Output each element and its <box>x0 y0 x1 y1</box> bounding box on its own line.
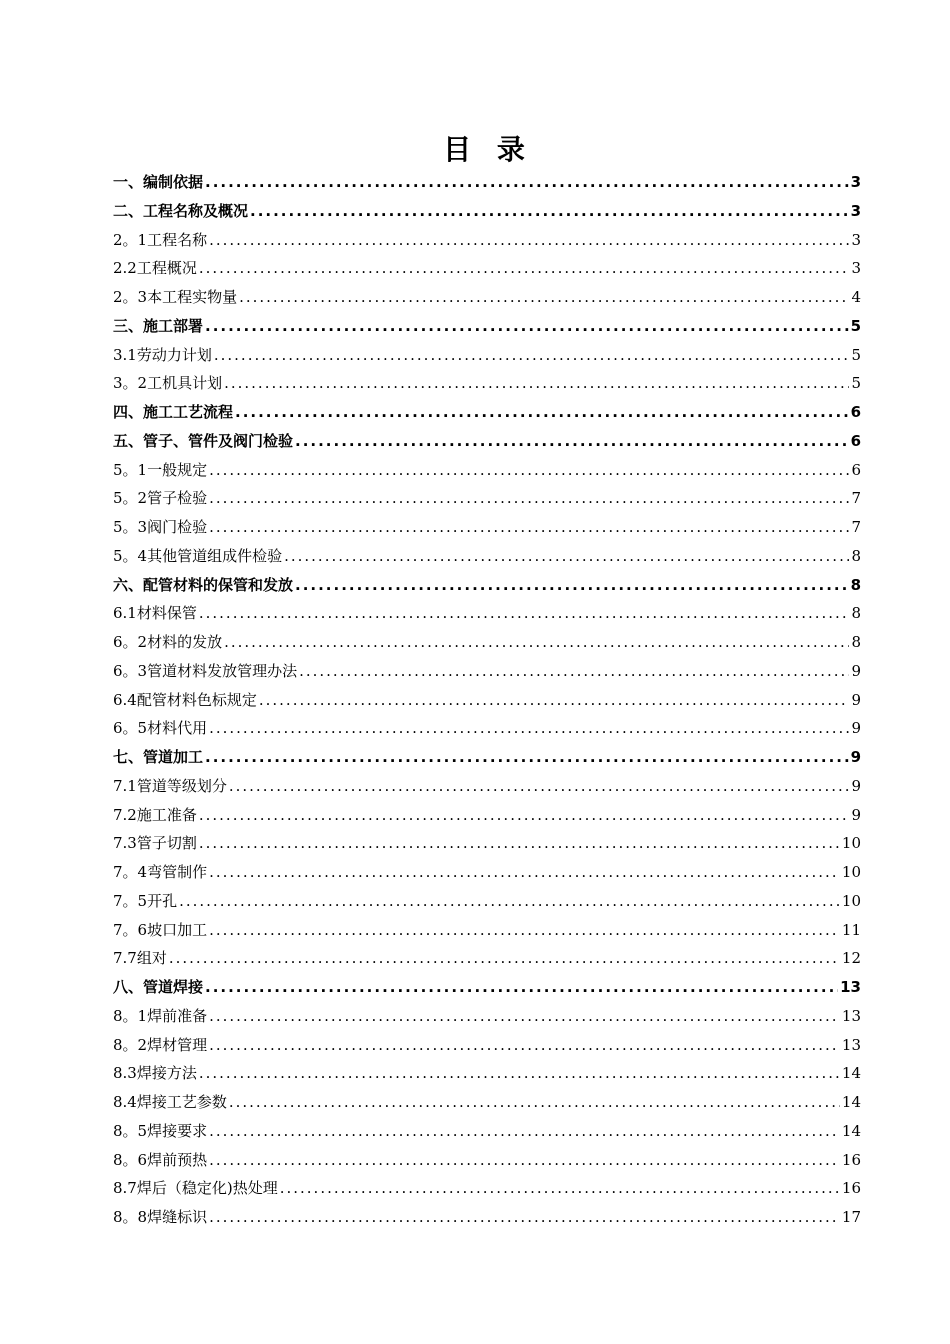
toc-list <box>113 168 861 1232</box>
toc-entry-label: 8.7焊后（稳定化)热处理 <box>113 1179 278 1198</box>
toc-entry-label: 6。5材料代用 <box>113 719 208 738</box>
toc-entry-page-number: 16 <box>841 1150 861 1169</box>
toc-entry-label: 3。2工机具计划 <box>113 374 223 393</box>
dot-leader <box>199 254 850 283</box>
dot-leader <box>214 341 850 370</box>
toc-entry-page-number: 8 <box>850 575 861 594</box>
toc-entry-chapter[interactable] <box>113 743 861 772</box>
toc-entry-page-number: 3 <box>851 230 861 249</box>
toc-entry-label: 8。5焊接要求 <box>113 1121 208 1140</box>
toc-entry-label: 五、管子、管件及阀门检验 <box>113 431 294 450</box>
toc-entry-label: 3.1劳动力计划 <box>113 345 212 364</box>
dot-leader <box>295 571 849 600</box>
dot-leader <box>179 887 840 916</box>
toc-entry-page-number: 4 <box>851 288 861 306</box>
dot-leader <box>199 829 840 858</box>
toc-entry-section[interactable] <box>113 456 861 485</box>
dot-leader <box>209 1002 840 1031</box>
toc-entry-label: 七、管道加工 <box>113 748 204 766</box>
toc-entry-label: 6。2材料的发放 <box>113 633 223 651</box>
toc-entry-label: 8.4焊接工艺参数 <box>113 1093 227 1111</box>
toc-entry-section[interactable] <box>113 686 861 715</box>
toc-entry-page-number: 11 <box>841 920 861 939</box>
toc-entry-page-number: 12 <box>841 949 861 968</box>
dot-leader <box>209 858 840 887</box>
toc-entry-section[interactable] <box>113 887 861 916</box>
toc-entry-page-number: 7 <box>851 518 861 536</box>
toc-entry-label: 8.3焊接方法 <box>113 1064 197 1083</box>
toc-entry-chapter[interactable] <box>113 973 861 1002</box>
toc-entry-page-number: 7 <box>851 489 861 508</box>
toc-entry-label: 三、施工部署 <box>113 316 204 335</box>
dot-leader <box>250 197 849 226</box>
toc-entry-section[interactable] <box>113 1002 861 1031</box>
toc-entry-label: 8。6焊前预热 <box>113 1150 208 1169</box>
toc-entry-label: 7.3管子切割 <box>113 834 197 853</box>
toc-entry-page-number: 3 <box>850 173 861 191</box>
dot-leader <box>205 312 849 341</box>
dot-leader <box>199 599 850 628</box>
toc-entry-page-number: 10 <box>841 891 861 910</box>
toc-entry-label: 2.2工程概况 <box>113 259 197 278</box>
dot-leader <box>205 743 849 772</box>
dot-leader <box>295 427 849 456</box>
toc-entry-section[interactable] <box>113 542 861 571</box>
dot-leader <box>209 456 849 485</box>
dot-leader <box>209 916 840 945</box>
toc-entry-section[interactable] <box>113 1088 861 1117</box>
toc-entry-page-number: 9 <box>850 748 861 766</box>
dot-leader <box>209 484 849 513</box>
toc-entry-page-number: 10 <box>841 834 861 853</box>
toc-entry-page-number: 9 <box>851 661 861 680</box>
toc-entry-page-number: 10 <box>841 863 861 881</box>
toc-entry-section[interactable] <box>113 829 861 858</box>
dot-leader <box>229 1088 840 1117</box>
toc-entry-page-number: 16 <box>841 1179 861 1198</box>
toc-entry-section[interactable] <box>113 1117 861 1146</box>
toc-entry-label: 5。1一般规定 <box>113 460 208 479</box>
toc-entry-page-number: 8 <box>851 604 861 623</box>
dot-leader <box>284 542 849 571</box>
toc-entry-page-number: 9 <box>851 719 861 738</box>
toc-entry-label: 8。8焊缝标识 <box>113 1208 208 1226</box>
dot-leader <box>209 1031 840 1060</box>
toc-entry-section[interactable] <box>113 1174 861 1203</box>
toc-entry-page-number: 14 <box>841 1093 861 1111</box>
toc-entry-label: 7。5开孔 <box>113 891 178 910</box>
dot-leader <box>199 801 850 830</box>
toc-entry-label: 6.4配管材料色标规定 <box>113 690 257 709</box>
dot-leader <box>235 398 849 427</box>
toc-entry-section[interactable] <box>113 714 861 743</box>
toc-entry-section[interactable] <box>113 944 861 973</box>
toc-entry-page-number: 9 <box>851 690 861 709</box>
toc-entry-label: 5。3阀门检验 <box>113 518 208 536</box>
dot-leader <box>280 1174 840 1203</box>
toc-entry-section[interactable] <box>113 801 861 830</box>
toc-entry-label: 5。2管子检验 <box>113 489 208 508</box>
dot-leader <box>205 973 838 1002</box>
toc-entry-chapter[interactable] <box>113 197 861 226</box>
toc-entry-section[interactable] <box>113 226 861 255</box>
toc-entry-section[interactable] <box>113 254 861 283</box>
dot-leader <box>205 168 849 197</box>
dot-leader <box>209 1203 840 1232</box>
toc-entry-chapter[interactable] <box>113 398 861 427</box>
dot-leader <box>209 714 849 743</box>
toc-entry-section[interactable] <box>113 599 861 628</box>
toc-entry-page-number: 13 <box>840 978 861 996</box>
dot-leader <box>209 1117 840 1146</box>
dot-leader <box>209 513 849 542</box>
dot-leader <box>169 944 840 973</box>
toc-entry-section[interactable] <box>113 628 861 657</box>
toc-entry-label: 8。1焊前准备 <box>113 1006 208 1025</box>
dot-leader <box>299 657 849 686</box>
toc-entry-page-number: 9 <box>851 776 861 795</box>
toc-entry-label: 8。2焊材管理 <box>113 1035 208 1054</box>
toc-entry-label: 5。4其他管道组成件检验 <box>113 546 283 565</box>
toc-entry-label: 2。3本工程实物量 <box>113 288 238 306</box>
toc-entry-page-number: 6 <box>850 403 861 421</box>
toc-entry-page-number: 3 <box>851 259 861 278</box>
toc-entry-page-number: 13 <box>841 1035 861 1054</box>
toc-entry-section[interactable] <box>113 1059 861 1088</box>
toc-entry-label: 八、管道焊接 <box>113 978 204 996</box>
toc-title: 目 录 <box>443 133 533 166</box>
dot-leader <box>209 1146 840 1175</box>
toc-entry-section[interactable] <box>113 916 861 945</box>
toc-entry-page-number: 14 <box>841 1064 861 1083</box>
toc-entry-page-number: 8 <box>851 633 861 651</box>
toc-entry-page-number: 5 <box>850 316 861 335</box>
dot-leader <box>229 772 850 801</box>
toc-entry-section[interactable] <box>113 513 861 542</box>
toc-entry-page-number: 5 <box>851 374 861 393</box>
toc-entry-section[interactable] <box>113 484 861 513</box>
toc-entry-page-number: 6 <box>851 460 861 479</box>
toc-entry-label: 7。4弯管制作 <box>113 863 208 881</box>
toc-entry-label: 7.7组对 <box>113 949 167 968</box>
toc-entry-chapter[interactable] <box>113 312 861 341</box>
dot-leader <box>224 369 849 398</box>
toc-entry-label: 7.2施工准备 <box>113 805 197 824</box>
toc-entry-section[interactable] <box>113 858 861 887</box>
toc-entry-page-number: 14 <box>841 1121 861 1140</box>
toc-entry-label: 2。1工程名称 <box>113 230 208 249</box>
toc-entry-label: 四、施工工艺流程 <box>113 403 234 421</box>
toc-entry-label: 6.1材料保管 <box>113 604 197 623</box>
toc-entry-label: 7.1管道等级划分 <box>113 776 227 795</box>
toc-entry-label: 6。3管道材料发放管理办法 <box>113 661 298 680</box>
dot-leader <box>209 226 849 255</box>
toc-entry-label: 一、编制依据 <box>113 173 204 191</box>
toc-entry-label: 7。6坡口加工 <box>113 920 208 939</box>
toc-entry-chapter[interactable] <box>113 168 861 197</box>
toc-entry-section[interactable] <box>113 1203 861 1232</box>
toc-entry-chapter[interactable] <box>113 571 861 600</box>
toc-entry-page-number: 17 <box>841 1208 861 1226</box>
toc-entry-section[interactable] <box>113 369 861 398</box>
dot-leader <box>259 686 850 715</box>
dot-leader <box>239 283 849 312</box>
toc-entry-section[interactable] <box>113 341 861 370</box>
toc-entry-section[interactable] <box>113 1146 861 1175</box>
dot-leader <box>224 628 849 657</box>
toc-entry-page-number: 9 <box>851 805 861 824</box>
toc-entry-section[interactable] <box>113 772 861 801</box>
toc-entry-label: 六、配管材料的保管和发放 <box>113 575 294 594</box>
dot-leader <box>199 1059 840 1088</box>
toc-entry-section[interactable] <box>113 1031 861 1060</box>
toc-entry-section[interactable] <box>113 657 861 686</box>
toc-entry-page-number: 13 <box>841 1006 861 1025</box>
toc-entry-page-number: 8 <box>851 546 861 565</box>
toc-entry-page-number: 5 <box>851 345 861 364</box>
toc-entry-section[interactable] <box>113 283 861 312</box>
toc-entry-page-number: 6 <box>850 431 861 450</box>
toc-entry-page-number: 3 <box>850 201 861 220</box>
toc-entry-label: 二、工程名称及概况 <box>113 201 249 220</box>
toc-entry-chapter[interactable] <box>113 427 861 456</box>
